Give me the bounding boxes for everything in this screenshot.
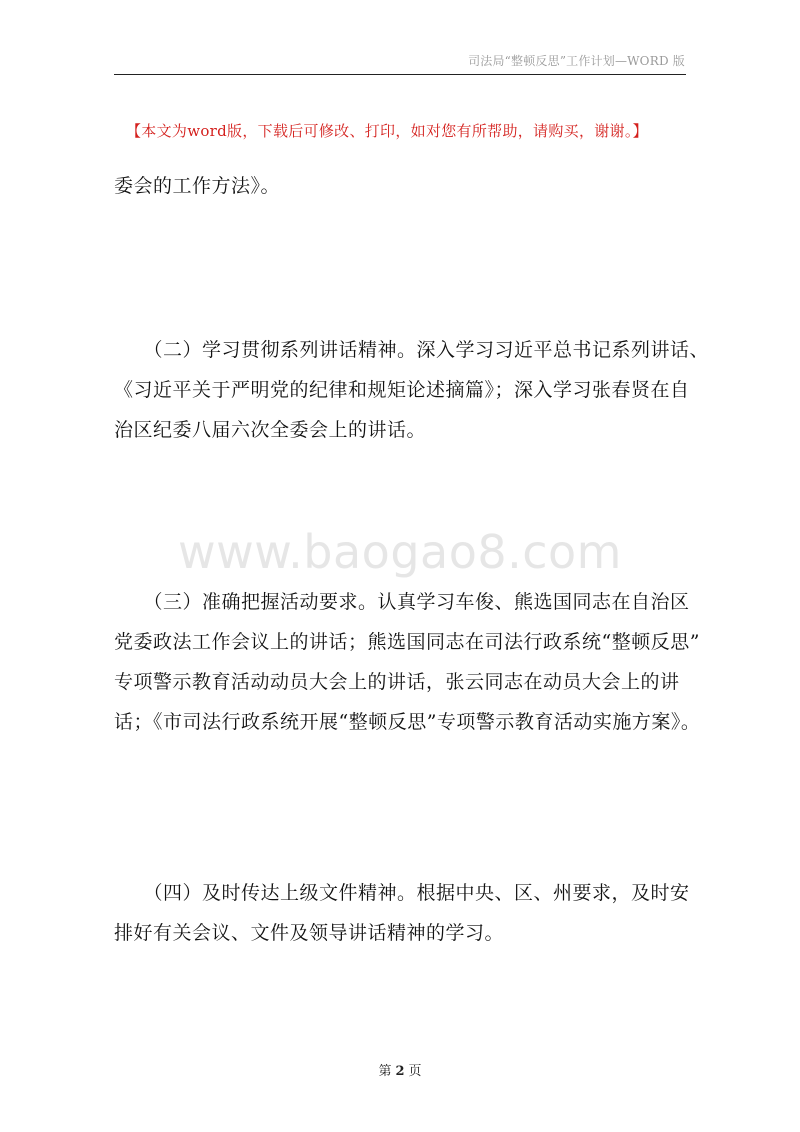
- paragraph-continuation: [114, 166, 686, 206]
- paragraph-line: （四）及时传达上级文件精神。根据中央、区、州要求，及时安: [114, 882, 690, 904]
- paragraph-section-3: [114, 582, 701, 742]
- paragraph-line: 话；《市司法行政系统开展“整顿反思”专项警示教育活动实施方案》。: [114, 711, 701, 733]
- page-header-title: 司法局“整顿反思”工作计划—WORD 版: [468, 54, 685, 68]
- paragraph-line: 《习近平关于严明党的纪律和规矩论述摘篇》；深入学习张春贤在自: [114, 379, 690, 401]
- paragraph-line: 党委政法工作会议上的讲话；熊选国同志在司法行政系统“整顿反思”: [114, 631, 700, 653]
- paragraph-section-2: [114, 330, 710, 450]
- page-footer: [0, 1060, 800, 1079]
- paragraph-section-4: [114, 873, 690, 953]
- paragraph-line: 治区纪委八届六次全委会上的讲话。: [114, 419, 427, 441]
- page-number-prefix: 第: [378, 1064, 392, 1079]
- watermark: www.baogao8.com: [178, 525, 622, 579]
- paragraph-line: （三）准确把握活动要求。认真学习车俊、熊选国同志在自治区: [114, 591, 690, 613]
- page-number: 2: [395, 1064, 405, 1079]
- header-divider: [114, 74, 686, 75]
- page-number-suffix: 页: [408, 1064, 422, 1079]
- paragraph-line: 委会的工作方法》。: [114, 175, 281, 197]
- paragraph-line: 排好有关会议、文件及领导讲话精神的学习。: [114, 922, 505, 944]
- paragraph-line: 专项警示教育活动动员大会上的讲话，张云同志在动员大会上的讲: [114, 671, 680, 693]
- paragraph-line: （二）学习贯彻系列讲话精神。深入学习习近平总书记系列讲话、: [114, 339, 710, 361]
- purchase-notice: 【本文为word版，下载后可修改、打印，如对您有所帮助，请购买，谢谢。】: [126, 122, 648, 140]
